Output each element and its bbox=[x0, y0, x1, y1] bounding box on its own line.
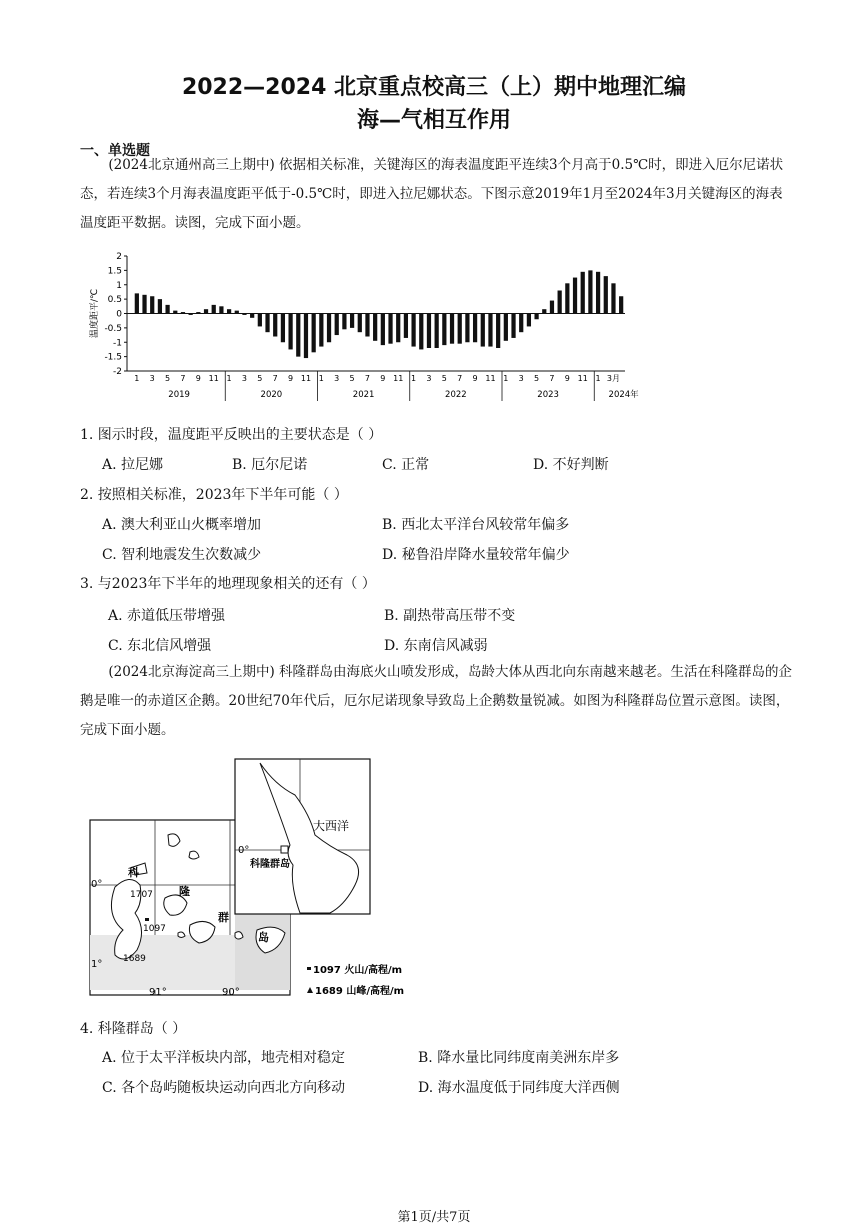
lon-91-label: 91° bbox=[149, 987, 167, 998]
bar bbox=[511, 314, 515, 338]
x-month-label: 1 bbox=[503, 374, 509, 383]
bar bbox=[242, 314, 246, 315]
peak-1707: 1707 bbox=[130, 890, 153, 900]
x-year-label: 2020 bbox=[260, 390, 283, 400]
question-4-stem: 4. 科隆群岛（ ） bbox=[80, 1021, 187, 1037]
x-month-label: 5 bbox=[534, 374, 540, 383]
bar bbox=[196, 312, 200, 313]
bar bbox=[319, 314, 323, 347]
bar bbox=[204, 309, 208, 313]
q4-option-a[interactable]: A. 位于太平洋板块内部，地壳相对稳定 bbox=[102, 1050, 346, 1066]
q1-option-a[interactable]: A. 拉尼娜 bbox=[102, 457, 164, 473]
bar bbox=[550, 301, 554, 314]
q2-option-b[interactable]: B. 西北太平洋台风较常年偏多 bbox=[382, 517, 570, 533]
volcano-marker-icon bbox=[145, 918, 149, 921]
x-month-label: 5 bbox=[257, 374, 263, 383]
x-month-label: 3 bbox=[518, 374, 524, 383]
bar bbox=[404, 314, 408, 338]
x-month-label: 11 bbox=[393, 374, 404, 383]
x-month-label: 5 bbox=[165, 374, 171, 383]
question-3-stem: 3. 与2023年下半年的地理现象相关的还有（ ） bbox=[80, 576, 376, 592]
island-label-2: 隆 bbox=[179, 885, 190, 898]
x-month-label: 9 bbox=[472, 374, 478, 383]
bar bbox=[365, 314, 369, 337]
x-month-label: 9 bbox=[288, 374, 294, 383]
x-month-label: 3 bbox=[334, 374, 340, 383]
bar bbox=[358, 314, 362, 333]
bar bbox=[419, 314, 423, 350]
bar bbox=[335, 314, 339, 336]
q1-option-d[interactable]: D. 不好判断 bbox=[533, 457, 609, 473]
bar bbox=[435, 314, 439, 349]
q3-option-c[interactable]: C. 东北信风增强 bbox=[108, 638, 212, 654]
bar bbox=[527, 314, 531, 327]
bar bbox=[150, 296, 154, 313]
y-tick-label: -0.5 bbox=[104, 323, 122, 334]
x-year-label: 2023 bbox=[537, 390, 559, 400]
bar bbox=[596, 272, 600, 314]
legend-volcano: 1097 火山/高程/m bbox=[313, 965, 403, 976]
bar bbox=[212, 305, 216, 314]
question-1-stem: 1. 图示时段，温度距平反映出的主要状态是（ ） bbox=[80, 427, 383, 443]
x-month-label: 3 bbox=[426, 374, 432, 383]
bar bbox=[373, 314, 377, 341]
bar bbox=[519, 314, 523, 333]
q3-option-a[interactable]: A. 赤道低压带增强 bbox=[108, 608, 226, 624]
island-label-3: 群 bbox=[218, 911, 229, 924]
x-month-label: 7 bbox=[549, 374, 555, 383]
bar bbox=[558, 291, 562, 314]
x-month-label: 3 bbox=[241, 374, 248, 383]
x-year-label: 2022 bbox=[445, 390, 467, 400]
y-axis-label: 温度距平/℃ bbox=[90, 288, 100, 339]
bar bbox=[235, 311, 239, 314]
bar bbox=[250, 314, 254, 318]
page-subtitle: 海—气相互作用 bbox=[356, 108, 511, 133]
bar bbox=[219, 306, 223, 313]
q3-option-d[interactable]: D. 东南信风减弱 bbox=[384, 638, 488, 654]
peak-1689: 1689 bbox=[123, 954, 146, 964]
legend-peak-icon bbox=[307, 987, 313, 993]
bar bbox=[181, 312, 185, 313]
lat-0-label: 0° bbox=[91, 879, 103, 890]
atlantic-label: 大西洋 bbox=[313, 819, 350, 833]
bar bbox=[588, 270, 592, 313]
bar bbox=[611, 283, 615, 313]
y-tick-label: -1.5 bbox=[104, 352, 122, 363]
y-tick-label: 1.5 bbox=[107, 266, 122, 277]
bar bbox=[465, 314, 469, 343]
temperature-anomaly-chart bbox=[85, 246, 639, 406]
bar bbox=[288, 314, 292, 350]
x-month-label: 9 bbox=[380, 374, 386, 383]
q1-option-b[interactable]: B. 厄尔尼诺 bbox=[232, 457, 308, 473]
x-month-label: 1 bbox=[318, 374, 324, 383]
bar bbox=[496, 314, 500, 349]
bar bbox=[381, 314, 385, 346]
bar bbox=[312, 314, 316, 353]
q3-option-b[interactable]: B. 副热带高压带不变 bbox=[384, 608, 516, 624]
q2-option-d[interactable]: D. 秘鲁沿岸降水量较常年偏少 bbox=[382, 547, 570, 563]
bar bbox=[565, 283, 569, 313]
q2-option-a[interactable]: A. 澳大利亚山火概率增加 bbox=[102, 517, 262, 533]
y-tick-label: -2 bbox=[113, 367, 122, 377]
bar bbox=[442, 314, 446, 346]
y-tick-label: 2 bbox=[116, 252, 122, 262]
q2-option-c[interactable]: C. 智利地震发生次数减少 bbox=[102, 547, 262, 563]
bar bbox=[258, 314, 262, 327]
x-month-label: 7 bbox=[457, 374, 463, 383]
x-year-label: 2019 bbox=[168, 390, 190, 400]
bar bbox=[473, 314, 477, 343]
bar bbox=[411, 314, 415, 347]
bar bbox=[227, 309, 231, 313]
y-tick-label: 1 bbox=[116, 280, 122, 291]
section-heading: 一、单选题 bbox=[80, 143, 150, 159]
bar bbox=[296, 314, 300, 357]
x-month-label: 7 bbox=[180, 374, 186, 383]
bar bbox=[265, 314, 269, 333]
y-tick-label: -1 bbox=[113, 338, 122, 349]
q4-option-c[interactable]: C. 各个岛屿随板块运动向西北方向移动 bbox=[102, 1080, 346, 1096]
x-month-label: 7 bbox=[364, 374, 371, 383]
bar bbox=[388, 314, 392, 344]
q4-option-b[interactable]: B. 降水量比同纬度南美洲东岸多 bbox=[418, 1050, 620, 1066]
x-month-label: 9 bbox=[195, 374, 201, 383]
bar bbox=[573, 278, 577, 314]
x-month-label: 1 bbox=[411, 374, 417, 383]
x-month-label: 5 bbox=[349, 374, 355, 383]
x-month-label: 3 bbox=[149, 374, 155, 383]
island-label-4: 岛 bbox=[258, 931, 269, 944]
legend-peak: 1689 山峰/高程/m bbox=[315, 986, 405, 997]
bar bbox=[396, 314, 400, 343]
passage-1: (2024北京通州高三上期中) 依据相关标准，关键海区的海表温度距平连续3个月高于0.5℃时，即进入厄尔尼诺状态，若连续3个月海表温度距平低于-0.5℃时，即进入拉尼娜状态。下图示意2019年1月至2024年3月关键海区的海表温度距平数据。读图，完成下面小题。 bbox=[80, 157, 784, 231]
bar bbox=[304, 314, 308, 359]
x-month-label: 7 bbox=[272, 374, 278, 383]
island-label-1: 科 bbox=[128, 866, 139, 879]
bar bbox=[534, 314, 538, 320]
bar bbox=[542, 309, 546, 313]
inset-location-box bbox=[281, 846, 288, 853]
bar bbox=[604, 276, 608, 313]
x-month-label: 11 bbox=[577, 374, 588, 383]
bar bbox=[165, 305, 169, 314]
peak-1097: 1097 bbox=[143, 924, 166, 934]
page-title: 2022—2024 北京重点校高三（上）期中地理汇编 bbox=[181, 75, 687, 100]
x-month-label: 11 bbox=[300, 374, 312, 383]
inset-lat-label: 0° bbox=[238, 845, 250, 856]
x-month-label: 11 bbox=[485, 374, 496, 383]
bar bbox=[504, 314, 508, 341]
inset-galapagos-label: 科隆群岛 bbox=[250, 859, 290, 870]
x-month-label: 1 bbox=[134, 374, 140, 383]
y-tick-label: 0 bbox=[116, 309, 122, 320]
x-month-label: 5 bbox=[441, 374, 447, 383]
bar bbox=[450, 314, 454, 344]
q4-option-d[interactable]: D. 海水温度低于同纬度大洋西侧 bbox=[418, 1080, 620, 1096]
page-footer: 第1页/共7页 bbox=[397, 1210, 471, 1225]
galapagos-location-map bbox=[85, 755, 420, 1005]
bar bbox=[135, 293, 139, 313]
bar bbox=[173, 311, 177, 314]
lon-90-label: 90° bbox=[222, 987, 240, 998]
x-month-label: 3月 bbox=[606, 374, 621, 383]
bar bbox=[581, 272, 585, 314]
bar bbox=[158, 299, 162, 313]
x-year-label: 2021 bbox=[352, 390, 375, 400]
passage-2: (2024北京海淀高三上期中) 科隆群岛由海底火山喷发形成，岛龄大体从西北向东南越来越老。生活在科隆群岛的企鹅是唯一的赤道区企鹅。20世纪70年代后，厄尔尼诺现象导致岛上企鹅数量锐减。如图为科隆群岛位置示意图。读图，完成下面小题。 bbox=[80, 664, 793, 738]
x-month-label: 1 bbox=[226, 374, 232, 383]
bar bbox=[189, 314, 193, 315]
bar bbox=[327, 314, 331, 343]
bar bbox=[427, 314, 431, 349]
legend-volcano-icon bbox=[307, 967, 311, 970]
bar bbox=[481, 314, 485, 347]
bar bbox=[342, 314, 346, 330]
x-month-label: 1 bbox=[595, 374, 601, 383]
lat-1-label: 1° bbox=[91, 959, 103, 970]
bar bbox=[458, 314, 462, 344]
x-year-label: 2024年 bbox=[608, 390, 639, 400]
bar bbox=[281, 314, 285, 343]
bar bbox=[488, 314, 492, 347]
x-month-label: 9 bbox=[564, 374, 570, 383]
q1-option-c[interactable]: C. 正常 bbox=[382, 457, 430, 473]
bar bbox=[619, 296, 623, 313]
y-tick-label: 0.5 bbox=[107, 295, 122, 306]
bar bbox=[350, 314, 354, 328]
x-month-label: 11 bbox=[208, 374, 219, 383]
question-2-stem: 2. 按照相关标准，2023年下半年可能（ ） bbox=[80, 487, 348, 503]
bar bbox=[273, 314, 277, 337]
bar bbox=[142, 295, 146, 314]
